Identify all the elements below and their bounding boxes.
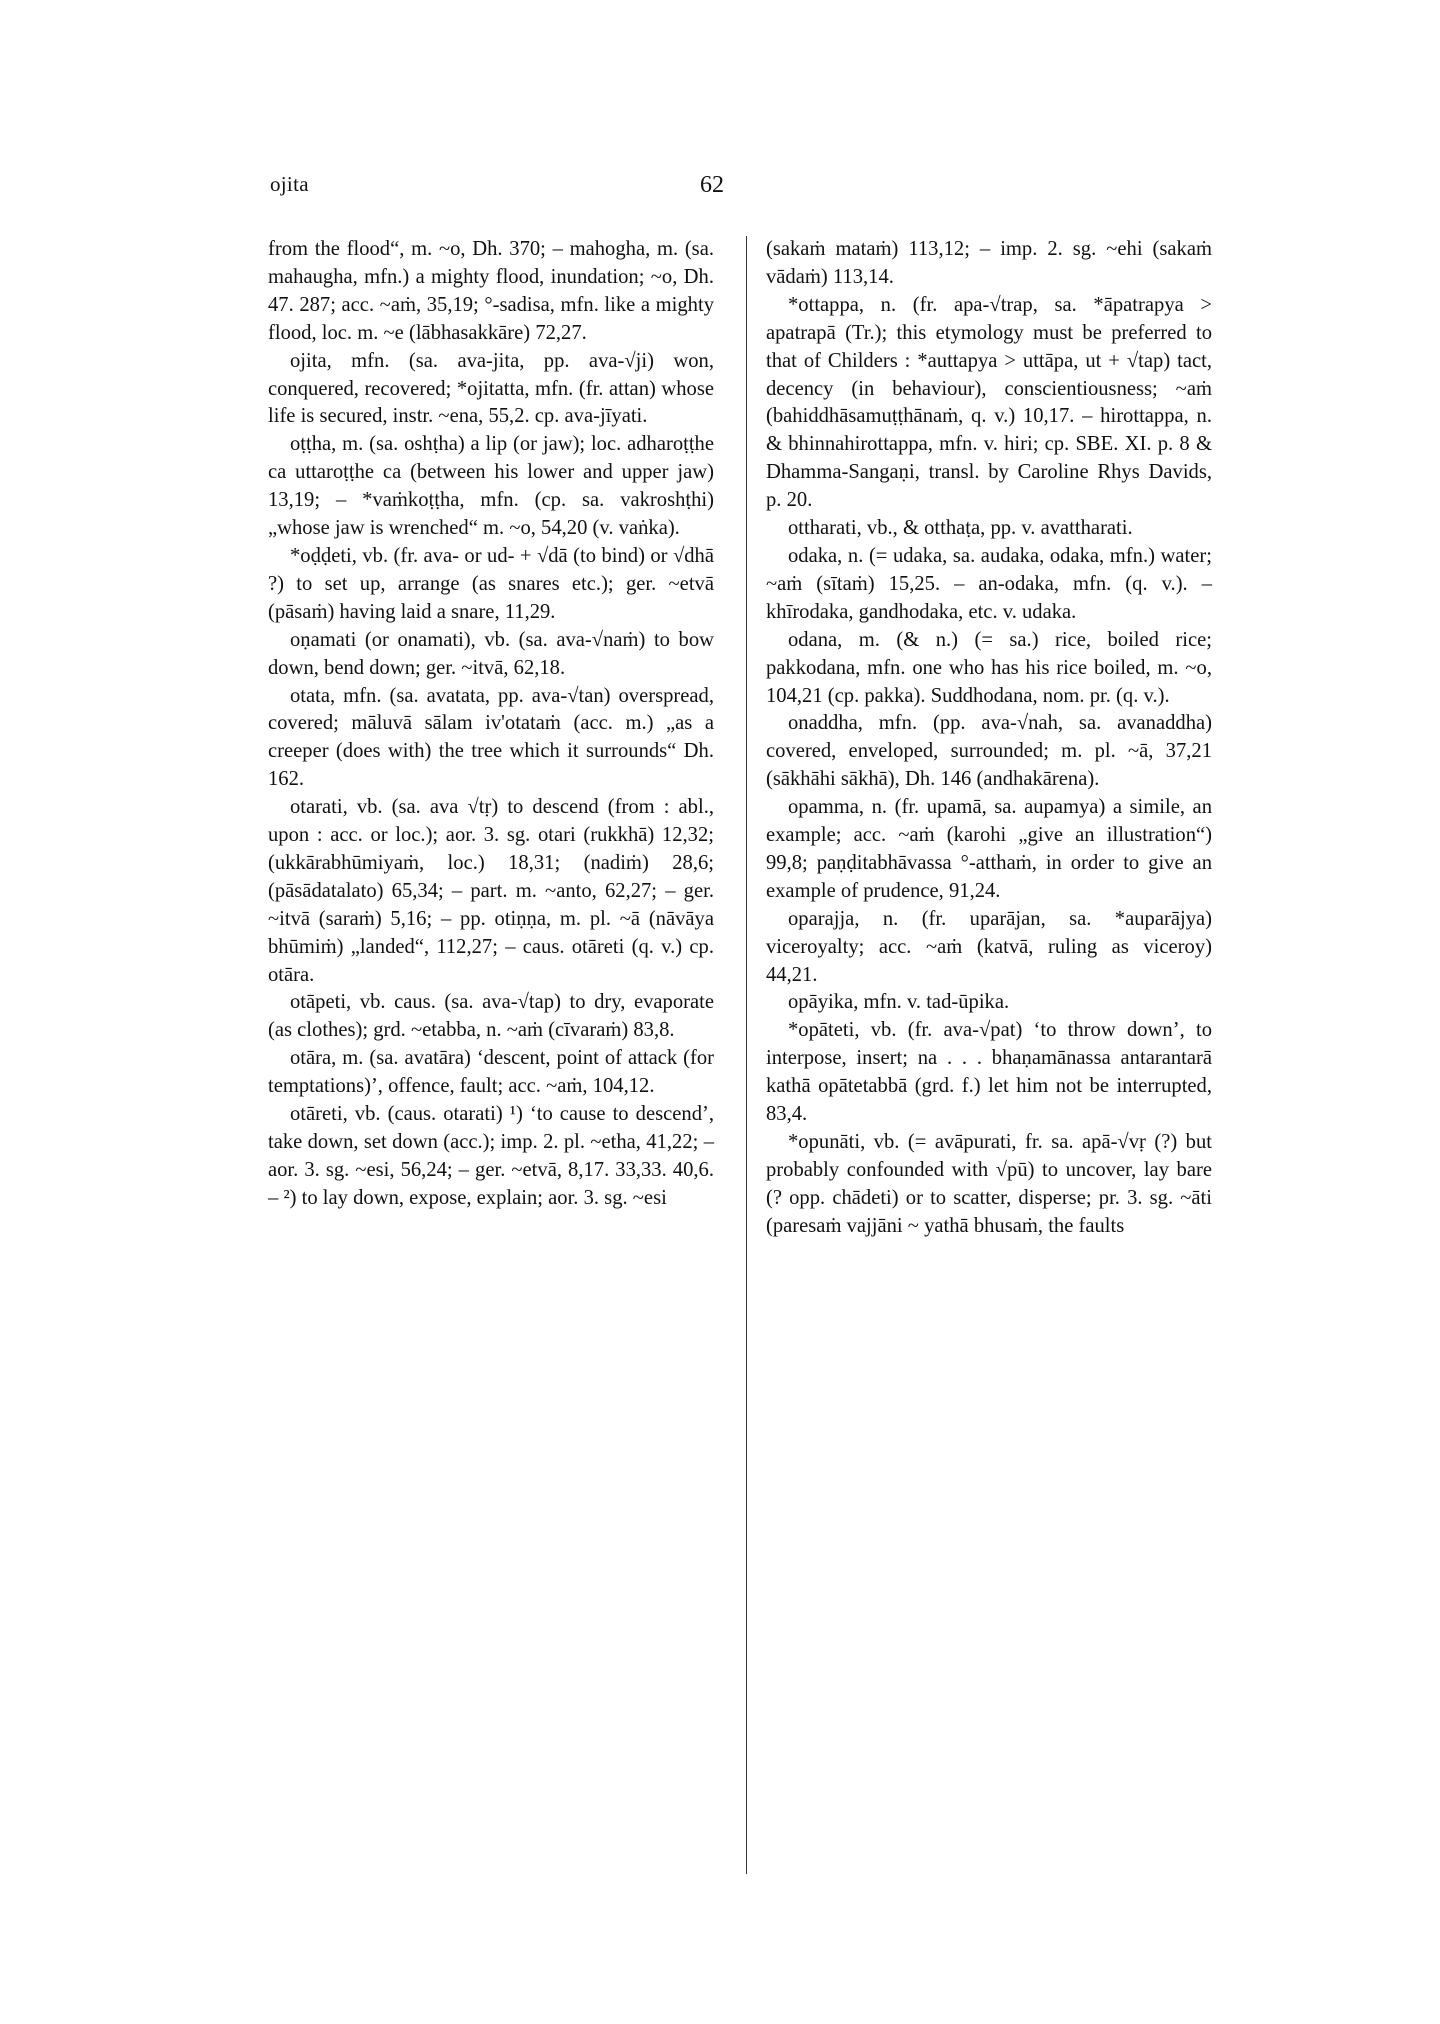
- entry-otapeti: otāpeti, vb. caus. (sa. ava-√tap) to dry, evaporate (as clothes); grd. ~etabba, n. ~aṁ (cīvaraṁ) 83,8.: [268, 991, 714, 1042]
- entry-ojita: ojita, mfn. (sa. ava-jita, pp. ava-√ji) won, conquered, recovered; *ojitatta, mfn. (fr. attan) whose life is secured, instr. ~ena, 55,2. cp. ava-jīyati.: [268, 349, 714, 428]
- entry-onamati: oṇamati (or onamati), vb. (sa. ava-√naṁ) to bow down, bend down; ger. ~itvā, 62,18.: [268, 628, 714, 679]
- entry-continuation: (sakaṁ mataṁ) 113,12; – imp. 2. sg. ~ehi (sakaṁ vādaṁ) 113,14.: [766, 238, 1212, 288]
- entry-otara: otāra, m. (sa. avatāra) ‘descent, point of attack (for temptations)’, offence, fault; acc. ~aṁ, 104,12.: [268, 1047, 714, 1098]
- entry-otarati: otarati, vb. (sa. ava √tṛ) to descend (from : abl., upon : acc. or loc.); aor. 3. sg. otari (rukkhā) 12,32; (ukkārabhūmiyaṁ, loc.) 18,31; (nadiṁ) 28,6; (pāsādatalato) 65,34; – part. m. ~anto, 62,27; – ger. ~itvā (saraṁ) 5,16; – pp. otiṇṇa, m. pl. ~ā (nāvāya bhūmiṁ) „landed“, 112,27; – caus. otāreti (q. v.) cp. otāra.: [268, 796, 714, 986]
- column-divider: [746, 236, 747, 1874]
- right-column: [766, 236, 1212, 1241]
- entry-ottappa: *ottappa, n. (fr. apa-√trap, sa. *āpatrapya > apatrapā (Tr.); this etymology must be preferred to that of Childers : *auttapya > uttāpa, ut + √tap) tact, decency (in behaviour), conscientiousness; ~aṁ (bahiddhāsamuṭṭhānaṁ, q. v.) 10,17. – hirottappa, n. & bhinnahirottappa, mfn. v. hiri; cp. SBE. XI. p. 8 & Dhamma-Sangaṇi, transl. by Caroline Rhys Davids, p. 20.: [766, 293, 1212, 512]
- entry-odaka: odaka, n. (= udaka, sa. audaka, odaka, mfn.) water; ~aṁ (sītaṁ) 15,25. – an-odaka, mfn. (q. v.). – khīrodaka, gandhodaka, etc. v. udaka.: [766, 544, 1212, 623]
- entry-onaddha: onaddha, mfn. (pp. ava-√nah, sa. avanaddha) covered, enveloped, surrounded; m. pl. ~ā, 37,21 (sākhāhi sākhā), Dh. 146 (andhakārena).: [766, 712, 1212, 791]
- entry-continuation: from the flood“, m. ~o, Dh. 370; – mahogha, m. (sa. mahaugha, mfn.) a mighty flood, inundation; ~o, Dh. 47. 287; acc. ~aṁ, 35,19; °-sadisa, mfn. like a mighty flood, loc. m. ~e (lābhasakkāre) 72,27.: [268, 238, 714, 344]
- entry-ottharati: ottharati, vb., & otthaṭa, pp. v. avattharati.: [788, 517, 1133, 540]
- entry-opateti: *opāteti, vb. (fr. ava-√pat) ‘to throw down’, to interpose, insert; na . . . bhaṇamānassa antarantarā kathā opātetabbā (grd. f.) let him not be interrupted, 83,4.: [766, 1019, 1212, 1126]
- entry-ottha: oṭṭha, m. (sa. oshṭha) a lip (or jaw); loc. adharoṭṭhe ca uttaroṭṭhe ca (between his lower and upper jaw) 13,19; – *vaṁkoṭṭha, mfn. (cp. sa. vakroshṭhi) „whose jaw is wrenched“ m. ~o, 54,20 (v. vaṅka).: [268, 433, 714, 540]
- entry-opamma: opamma, n. (fr. upamā, sa. aupamya) a simile, an example; acc. ~aṁ (karohi „give an illustration“) 99,8; paṇḍitabhāvassa °-atthaṁ, in order to give an example of prudence, 91,24.: [766, 796, 1212, 902]
- entry-opunati: *opunāti, vb. (= avāpurati, fr. sa. apā-√vṛ (?) but probably confounded with √pū) to uncover, lay bare (? opp. chādeti) or to scatter, disperse; pr. 3. sg. ~āti (paresaṁ vajjāni ~ yathā bhusaṁ, the faults: [766, 1131, 1212, 1237]
- running-head: ojita: [270, 172, 309, 196]
- entry-oddeti: *oḍḍeti, vb. (fr. ava- or ud- + √dā (to bind) or √dhā ?) to set up, arrange (as snares etc.); ger. ~etvā (pāsaṁ) having laid a snare, 11,29.: [268, 544, 714, 623]
- entry-odana: odana, m. (& n.) (= sa.) rice, boiled rice; pakkodana, mfn. one who has his rice boiled, m. ~o, 104,21 (cp. pakka). Suddhodana, nom. pr. (q. v.).: [766, 628, 1212, 707]
- entry-oparajja: oparajja, n. (fr. uparājan, sa. *auparājya) viceroyalty; acc. ~aṁ (katvā, ruling as viceroy) 44,21.: [766, 907, 1212, 986]
- left-column: [268, 236, 714, 1213]
- page-number: 62: [700, 172, 724, 198]
- entry-otata: otata, mfn. (sa. avatata, pp. ava-√tan) overspread, covered; māluvā sālam iv'otataṁ (acc. m.) „as a creeper (does with) the tree which it surrounds“ Dh. 162.: [268, 684, 714, 791]
- entry-otareti: otāreti, vb. (caus. otarati) ¹) ‘to cause to descend’, take down, set down (acc.); imp. 2. pl. ~etha, 41,22; – aor. 3. sg. ~esi, 56,24; – ger. ~etvā, 8,17. 33,33. 40,6. – ²) to lay down, expose, explain; aor. 3. sg. ~esi: [268, 1103, 714, 1209]
- entry-opayika: opāyika, mfn. v. tad-ūpika.: [788, 991, 1010, 1014]
